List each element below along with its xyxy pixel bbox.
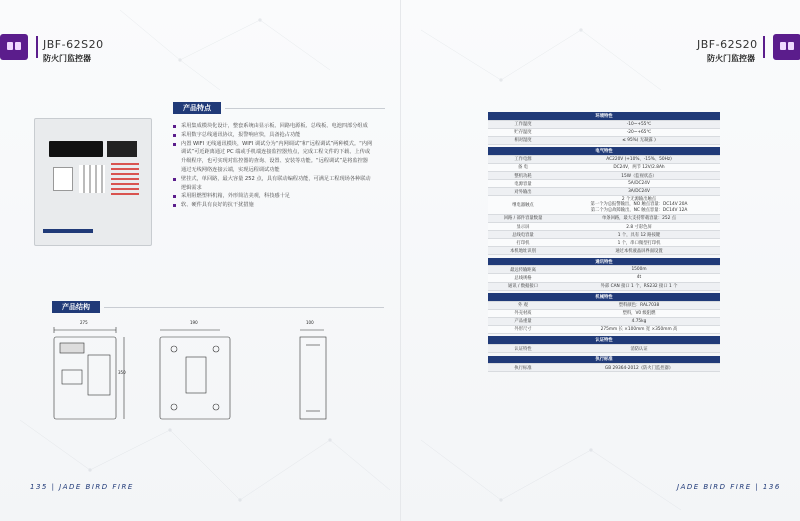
spec-label: 本机地址识别 bbox=[488, 247, 558, 255]
spec-label: 认证特性 bbox=[488, 344, 558, 352]
spec-row bbox=[488, 282, 720, 290]
spec-section-header bbox=[488, 147, 720, 155]
spec-table bbox=[488, 112, 720, 372]
spec-value: 外部 CAN 接口 1 个，RS232 接口 1 个 bbox=[558, 282, 720, 290]
spec-value: DC24V，两节 12V/2.8Ah bbox=[558, 163, 720, 171]
spec-label: 回路 / 部件容量数量 bbox=[488, 214, 558, 222]
spec-value: 1 个，具有 12 路按键 bbox=[558, 231, 720, 239]
feature-item: 采用阻燃塑料机箱，外形简洁美观，科技感十足 bbox=[173, 192, 373, 201]
spec-section-title: 环境特性 bbox=[488, 112, 720, 120]
model-number: JBF-62S20 bbox=[697, 38, 758, 51]
spec-row bbox=[488, 266, 720, 274]
spec-value: 塑料颜色：RAL7038 bbox=[558, 301, 720, 309]
model-number: JBF-62S20 bbox=[43, 38, 104, 51]
spec-row bbox=[488, 274, 720, 282]
spec-value: 3A/DC24V bbox=[558, 188, 720, 196]
section-rule bbox=[225, 108, 385, 109]
features-list bbox=[173, 122, 373, 210]
spec-label: 整机功耗 bbox=[488, 171, 558, 179]
spec-value: 消防认证 bbox=[558, 344, 720, 352]
spec-row bbox=[488, 214, 720, 222]
product-name: 防火门监控器 bbox=[43, 54, 91, 63]
spec-row bbox=[488, 364, 720, 372]
feature-item: 采用数字总线通讯协议，报警响应快，具备抢占功能 bbox=[173, 131, 373, 140]
spec-value: -20~+65℃ bbox=[558, 128, 720, 136]
page-footer-left: 135 | JADE BIRD FIRE bbox=[30, 483, 134, 491]
spec-value: -10~+55℃ bbox=[558, 120, 720, 128]
spec-row bbox=[488, 171, 720, 179]
section-rule bbox=[104, 307, 384, 308]
spec-label: 备 电 bbox=[488, 163, 558, 171]
spec-section-title: 认证特性 bbox=[488, 336, 720, 344]
spec-label: 对外输出 bbox=[488, 188, 558, 196]
spec-section-header bbox=[488, 293, 720, 301]
height-dimension: 350 bbox=[118, 370, 126, 375]
spec-row bbox=[488, 325, 720, 333]
spec-value: 1 个，串口微型打印机 bbox=[558, 239, 720, 247]
brand-logo-icon bbox=[0, 34, 28, 60]
spec-row bbox=[488, 180, 720, 188]
spec-row bbox=[488, 155, 720, 163]
feature-item: 内置 WIFI 无线通讯模块，WIFI 调试分为“内网调试”和“远程调试”两种模式。“内网调试”可近距离通过 PC 端或手机端连接监控器热点，完成工程文件的下载、上传或升级程序，也可实现对监控器的查询、设置、安装等功能。“远程调试”是将监控器通过无线网络连接云端，实现远程调试功能 bbox=[173, 140, 373, 175]
spec-row bbox=[488, 317, 720, 325]
spec-row bbox=[488, 188, 720, 196]
depth-dimension: 100 bbox=[306, 320, 314, 325]
spec-row bbox=[488, 120, 720, 128]
spec-label: 通讯 / 数据接口 bbox=[488, 282, 558, 290]
features-title: 产品特点 bbox=[173, 102, 221, 114]
width-dimension: 275 bbox=[80, 320, 88, 325]
spec-label: 电源容量 bbox=[488, 180, 558, 188]
spec-section-title: 机械特性 bbox=[488, 293, 720, 301]
spec-label: 继电器触点 bbox=[488, 196, 558, 215]
spec-label: 外 观 bbox=[488, 301, 558, 309]
inner-dimension: 190 bbox=[190, 320, 198, 325]
feature-item: 软、硬件具有良好的抗干扰措施 bbox=[173, 201, 373, 210]
spec-section-header bbox=[488, 112, 720, 120]
title-divider bbox=[763, 36, 765, 58]
page-footer-right: JADE BIRD FIRE | 136 bbox=[677, 483, 781, 491]
feature-item: 采用集成模块化设计，整套系统由显示板、回路电源板、总线板、电池四部分组成 bbox=[173, 122, 373, 131]
spec-row bbox=[488, 309, 720, 317]
spec-section-title: 执行标准 bbox=[488, 356, 720, 364]
spec-label: 打印机 bbox=[488, 239, 558, 247]
spec-value: 2 个无源输出触点 第一个为总报警输出，NO 触点容量：DC14V 20A 第二个为总故障输出，NC 触点容量：DC14V 12A bbox=[558, 196, 720, 215]
spec-value: 5A/DC24V bbox=[558, 180, 720, 188]
spec-label: 产品重量 bbox=[488, 317, 558, 325]
spec-label: 工作温度 bbox=[488, 120, 558, 128]
spec-value: 4.75kg bbox=[558, 317, 720, 325]
spec-row bbox=[488, 247, 720, 255]
structure-title: 产品结构 bbox=[52, 301, 100, 313]
spec-row bbox=[488, 136, 720, 144]
brand-logo-icon bbox=[773, 34, 800, 60]
spec-section-title: 电气特性 bbox=[488, 147, 720, 155]
spec-value: 通过本机液晶屏界面设置 bbox=[558, 247, 720, 255]
spec-row bbox=[488, 301, 720, 309]
spec-label: 外壳材质 bbox=[488, 309, 558, 317]
spec-label: 显示屏 bbox=[488, 222, 558, 230]
structure-drawings bbox=[48, 325, 388, 425]
spec-label: 工作电源 bbox=[488, 155, 558, 163]
spec-row bbox=[488, 231, 720, 239]
spec-row bbox=[488, 239, 720, 247]
spec-value: 1500m bbox=[558, 266, 720, 274]
product-name: 防火门监控器 bbox=[707, 54, 755, 63]
spec-row bbox=[488, 222, 720, 230]
spec-label: 最远传输距离 bbox=[488, 266, 558, 274]
spec-section-header bbox=[488, 336, 720, 344]
feature-item: 壁挂式，单回路，最大容量 252 点，具有联动编程功能，可满足工程现场各种联动逻辑需求 bbox=[173, 175, 373, 193]
spec-value: 275mm 长 ×100mm 宽 ×350mm 高 bbox=[558, 325, 720, 333]
spec-label: 相对湿度 bbox=[488, 136, 558, 144]
spec-row bbox=[488, 344, 720, 352]
spec-row bbox=[488, 128, 720, 136]
spec-value: GB 29364-2012《防火门监控器》 bbox=[558, 364, 720, 372]
spec-value: 15W（监视状态） bbox=[558, 171, 720, 179]
spec-row bbox=[488, 196, 720, 215]
device-photo bbox=[34, 118, 152, 246]
spec-value: 塑料，V0 级阻燃 bbox=[558, 309, 720, 317]
spec-section-header bbox=[488, 356, 720, 364]
spec-value: AC220V (+10%、-15%、50Hz) bbox=[558, 155, 720, 163]
spec-row bbox=[488, 163, 720, 171]
spec-section-title: 通讯特性 bbox=[488, 258, 720, 266]
spec-value: 4t bbox=[558, 274, 720, 282]
spec-section-header bbox=[488, 258, 720, 266]
spec-label: 外形尺寸 bbox=[488, 325, 558, 333]
spec-value: 2.8 寸彩色屏 bbox=[558, 222, 720, 230]
spec-label: 总线规格 bbox=[488, 274, 558, 282]
spec-label: 贮存温度 bbox=[488, 128, 558, 136]
spec-value: 单条回路，最大支持带载容量：252 点 bbox=[558, 214, 720, 222]
title-divider bbox=[36, 36, 38, 58]
spec-label: 执行标准 bbox=[488, 364, 558, 372]
spec-value: ≤ 95%( 无凝露 ) bbox=[558, 136, 720, 144]
spec-label: 总线电容量 bbox=[488, 231, 558, 239]
